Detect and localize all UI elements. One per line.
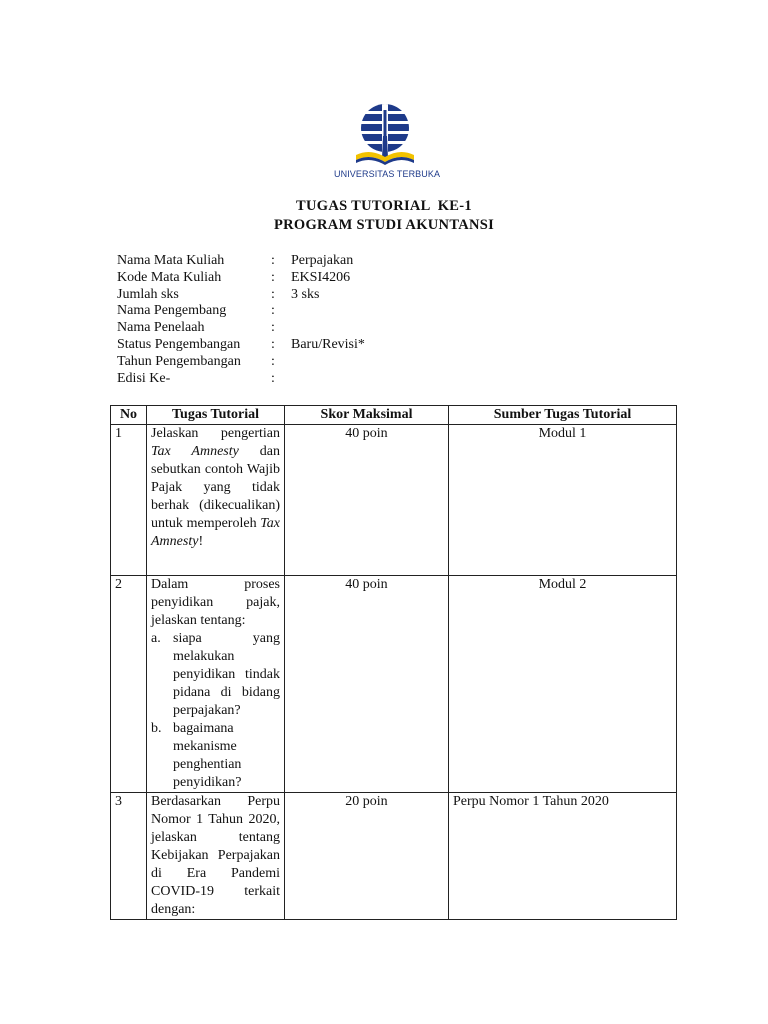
logo-text: UNIVERSITAS TERBUKA xyxy=(334,169,441,179)
info-label: Edisi Ke- xyxy=(117,370,171,386)
max-score: 20 poin xyxy=(285,793,449,920)
task-text-emphasis: Tax Amnesty xyxy=(151,516,280,549)
list-item xyxy=(151,720,280,792)
info-colon: : xyxy=(271,303,275,319)
row-number: 3 xyxy=(111,793,147,920)
info-value: 3 sks xyxy=(291,286,320,302)
task-intro: Dalam proses penyidikan pajak, jelaskan tentang: xyxy=(151,577,280,628)
info-label: Nama Mata Kuliah xyxy=(117,253,225,268)
table-row xyxy=(111,793,677,920)
info-value: Baru/Revisi* xyxy=(291,336,365,352)
info-label: Tahun Pengembangan xyxy=(117,353,241,369)
list-item xyxy=(151,630,280,720)
task-text-emphasis: Tax Amnesty xyxy=(151,444,239,459)
header-source: Sumber Tugas Tutorial xyxy=(449,406,677,425)
list-item-text: siapa yang melakukan penyidikan tindak pidana di bidang perpajakan? xyxy=(173,631,280,718)
table-header-row xyxy=(111,406,677,425)
header-task: Tugas Tutorial xyxy=(147,406,285,425)
task-text xyxy=(147,425,285,576)
university-logo xyxy=(334,100,441,179)
info-label: Status Pengembangan xyxy=(117,336,241,352)
max-score: 40 poin xyxy=(285,576,449,793)
list-item-text: bagaimana mekanisme penghentian penyidikan? xyxy=(173,721,242,790)
task-source: Modul 2 xyxy=(449,576,677,793)
program-title: PROGRAM STUDI AKUNTANSI xyxy=(273,217,495,233)
row-number: 2 xyxy=(111,576,147,793)
info-colon: : xyxy=(271,370,275,386)
task-text-part: ! xyxy=(198,534,204,549)
task-subitems xyxy=(151,630,280,792)
info-colon: : xyxy=(271,286,275,302)
list-marker: b. xyxy=(151,721,162,736)
task-text xyxy=(147,576,285,793)
row-number: 1 xyxy=(111,425,147,576)
info-value: EKSI4206 xyxy=(291,269,351,285)
info-colon: : xyxy=(271,253,275,268)
header-max-score: Skor Maksimal xyxy=(285,406,449,425)
info-label: Kode Mata Kuliah xyxy=(117,269,222,285)
info-label: Nama Penelaah xyxy=(117,320,205,336)
task-text: Berdasarkan Perpu Nomor 1 Tahun 2020, jelaskan tentang Kebijakan Perpajakan di Era Pandemi COVID-19 terkait dengan: xyxy=(147,793,285,920)
table-row xyxy=(111,425,677,576)
info-label: Jumlah sks xyxy=(117,286,179,302)
tutorial-task-table xyxy=(110,405,677,920)
info-colon: : xyxy=(271,320,275,336)
info-value: Perpajakan xyxy=(291,253,354,268)
list-marker: a. xyxy=(151,631,161,646)
info-label: Nama Pengembang xyxy=(117,303,227,319)
table-row xyxy=(111,576,677,793)
universitas-terbuka-emblem-icon xyxy=(353,100,417,168)
info-colon: : xyxy=(271,336,275,352)
info-colon: : xyxy=(271,269,275,285)
info-colon: : xyxy=(271,353,275,369)
task-source: Modul 1 xyxy=(449,425,677,576)
document-title: TUGAS TUTORIAL KE-1 xyxy=(296,198,472,214)
task-source: Perpu Nomor 1 Tahun 2020 xyxy=(449,793,677,920)
task-text-part: dan sebutkan contoh Wajib Pajak yang tidak berhak (dikecualikan) untuk memperoleh xyxy=(151,444,281,531)
task-text-part: Jelaskan pengertian xyxy=(151,426,280,441)
max-score: 40 poin xyxy=(285,425,449,576)
header-no: No xyxy=(111,406,147,425)
